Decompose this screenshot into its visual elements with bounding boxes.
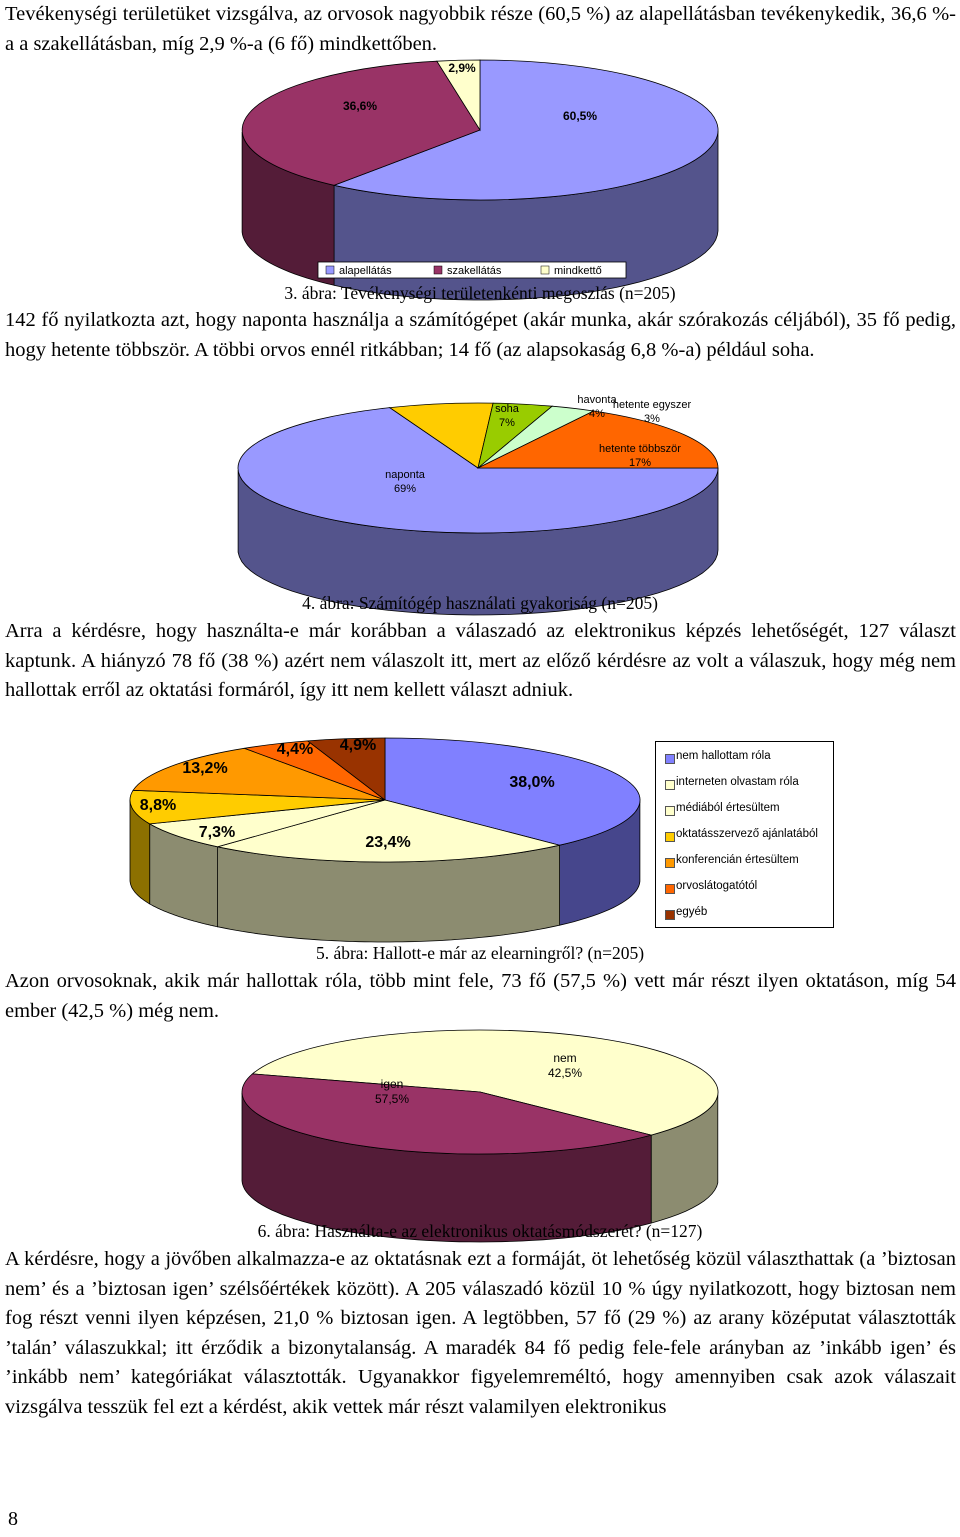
used-pie-label-value-0: 57,5%: [374, 1092, 410, 1106]
usage-pie-label-name-0: naponta: [385, 469, 425, 481]
paragraph-future-use: A kérdésre, hogy a jövőben alkalmazza-e az oktatásnak ezt a formáját, öt lehetőség közül választhattak (a ’biztosan nem’ és a ’biztosan igen’ szélsőértékek között). A 205 válaszadó közül 10 % úgy nyilatkozott, hogy biztosan nem fog részt venni ilyen képzésen, 21,0 % biztosan igen. A legtöbben, 57 fő (29 %) az arany középutat választották ’talán’ válaszukkal; itt érződik a bizonytalanság. A maradék 84 fő pedig fele-fele arányban az ’inkább igen’ és ’inkább nem’ kategóriákat választották. Ugyanakkor figyelemreméltó, hogy amennyiben csak azok válaszait vizsgálva tesszük fel ezt a kérdést, akik vettek már részt valamilyen elektronikus: [5, 1248, 956, 1418]
usage-pie-label-value-3: 3%: [644, 413, 660, 425]
activity-legend-label-0: alapellátás: [339, 265, 392, 277]
used-pie-label-name-1: nem: [553, 1051, 577, 1065]
usage-pie-label-value-4: 17%: [628, 457, 652, 469]
heard-legend-label-4: konferencián értesültem: [676, 854, 799, 866]
used-pie-label-value-1: 42,5%: [547, 1066, 583, 1080]
activity-legend-label-1: szakellátás: [447, 265, 502, 277]
figure-caption-3: 3. ábra: Tevékenységi területenkénti megoszlás (n=205): [284, 283, 676, 303]
heard-legend-label-0: nem hallottam róla: [676, 750, 771, 762]
activity-pie-label-value-1: 36,6%: [342, 99, 378, 113]
heard-pie-label-value-5: 4,4%: [276, 741, 314, 758]
figure-caption-4: 4. ábra: Számítógép használati gyakoriság (n=205): [302, 593, 658, 613]
paragraph-elearning-heard: Arra a kérdésre, hogy használta-e már korábban a válaszadó az elektronikus képzés lehetőségét, 127 választ kaptunk. A hiányzó 78 fő (38 %) azért nem válaszolt itt, mert az előző kérdésre az volt a válaszuk, hogy még nem hallottak erről az oktatási formáról, így itt nem kellett választ adniuk.: [5, 620, 956, 701]
paragraph-computer-usage: 142 fő nyilatkozta azt, hogy naponta használja a számítógépet (akár munka, akár szórakozás céljából), 35 fő pedig, hogy hetente többször. A többi orvos ennél ritkábban; 14 fő (az alapsokaság 6,8 %-a) például soha.: [5, 309, 956, 361]
usage-pie-label-name-2: havonta: [577, 394, 617, 406]
page-number: 8: [8, 1508, 18, 1530]
heard-pie-label-value-0: 38,0%: [509, 774, 555, 791]
heard-pie-label-value-6: 4,9%: [339, 737, 377, 754]
activity-legend-label-2: mindkettő: [554, 265, 602, 277]
heard-pie-label-value-3: 8,8%: [139, 797, 177, 814]
heard-pie-label-value-1: 23,4%: [365, 834, 411, 851]
heard-pie-label-value-2: 7,3%: [198, 824, 236, 841]
usage-pie-label-value-2: 4%: [589, 408, 605, 420]
usage-pie-label-value-0: 69%: [393, 483, 417, 495]
heard-legend-label-3: oktatásszervező ajánlatából: [676, 828, 818, 840]
figure-caption-6: 6. ábra: Használta-e az elektronikus oktatásmódszerét? (n=127): [257, 1221, 703, 1241]
usage-pie-label-name-1: soha: [495, 403, 519, 415]
heard-pie-label-value-4: 13,2%: [182, 760, 228, 777]
heard-legend-label-2: médiából értesültem: [676, 802, 780, 814]
figure-caption-5: 5. ábra: Hallott-e már az elearningről? (n=205): [315, 943, 645, 963]
heard-legend-label-1: interneten olvastam róla: [676, 776, 799, 788]
usage-pie-label-value-1: 7%: [499, 417, 515, 429]
activity-pie-label-value-0: 60,5%: [562, 109, 598, 123]
usage-pie-label-name-3: hetente egyszer: [612, 399, 692, 411]
used-pie-label-name-0: igen: [380, 1077, 404, 1091]
heard-legend-label-6: egyéb: [676, 906, 708, 918]
heard-legend-label-5: orvoslátogatótól: [676, 880, 758, 892]
usage-pie-label-name-4: hetente többször: [599, 443, 681, 455]
activity-pie-label-value-2: 2,9%: [448, 61, 476, 75]
paragraph-elearning-used: Azon orvosoknak, akik már hallottak róla, több mint fele, 73 fő (57,5 %) vett már részt ilyen oktatáson, míg 54 ember (42,5 %) még nem.: [5, 970, 956, 1022]
paragraph-activity: Tevékenységi területüket vizsgálva, az orvosok nagyobbik része (60,5 %) az alapellátásban tevékenykedik, 36,6 %-a a szakellátásban, míg 2,9 %-a (6 fő) mindkettőben.: [5, 3, 956, 55]
